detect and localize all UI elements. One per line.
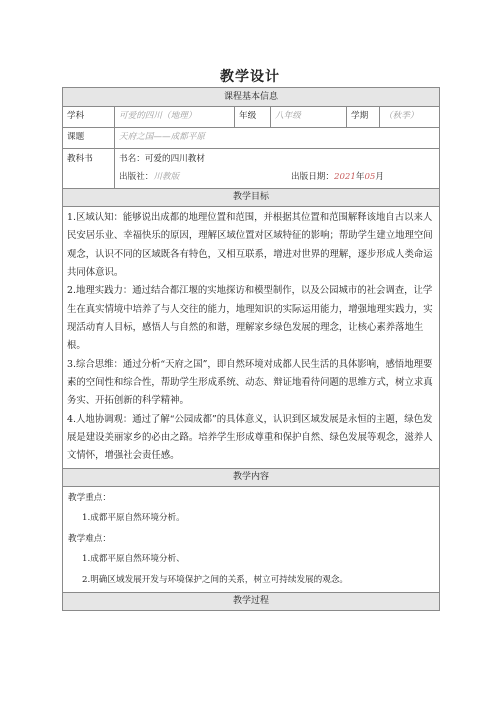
subject-label: 学科 bbox=[63, 107, 115, 128]
lesson-plan-table bbox=[62, 87, 440, 611]
content-header-row bbox=[63, 468, 440, 486]
goal-item: 2.地理实践力：通过结合都江堰的实地探访和模型制作，以及公园城市的社会调查，让学生在真实情境中培养了与人交往的能力，地理知识的实际运用能力，增强地理实践力，实现活动育人目标，感悟人与自然的和谐，理解家乡绿色发展的理念，让核心素养落地生根。 bbox=[67, 285, 433, 352]
goals-header-row bbox=[63, 189, 440, 207]
key-points-label: 教学重点： bbox=[68, 492, 111, 503]
term-value: （秋季） bbox=[380, 107, 440, 128]
difficult-points-label: 教学难点： bbox=[68, 533, 111, 544]
textbook-row bbox=[63, 149, 440, 189]
basic-info-header-row bbox=[63, 88, 440, 107]
page-title: 教学设计 bbox=[220, 69, 280, 85]
key-point-item: 1.成都平原自然环境分析。 bbox=[82, 513, 185, 524]
textbook-label: 教科书 bbox=[63, 149, 115, 189]
publisher: 出版社：川教版 bbox=[119, 171, 180, 182]
process-header: 教学过程 bbox=[63, 592, 440, 610]
subject-value: 可爱的四川（地理） bbox=[115, 107, 235, 128]
term-label: 学期 bbox=[347, 107, 380, 128]
publisher-value: 川教版 bbox=[153, 171, 180, 182]
grade-value: 八年级 bbox=[271, 107, 347, 128]
grade-label: 年级 bbox=[235, 107, 271, 128]
publish-month: 05 bbox=[364, 171, 376, 182]
goals-row bbox=[63, 207, 440, 469]
subject-row bbox=[63, 107, 440, 128]
process-header-row bbox=[63, 592, 440, 610]
publish-date: 出版日期：2021年05月 bbox=[291, 171, 385, 182]
topic-row bbox=[63, 128, 440, 149]
basic-info-header: 课程基本信息 bbox=[63, 88, 440, 107]
content-header: 教学内容 bbox=[63, 468, 440, 486]
difficult-point-item: 1.成都平原自然环境分析、 bbox=[82, 554, 185, 565]
goals-body bbox=[63, 207, 440, 469]
goal-item: 4.人地协调观：通过了解“公园成都”的具体意义，认识到区域发展是永恒的主题，绿色发展是建设美丽家乡的必由之路。培养学生形成尊重和保护自然、绿色发展等观念，滋养人文情怀，增强社会责任感。 bbox=[67, 413, 433, 462]
goal-item: 1.区域认知：能够说出成都的地理位置和范围，并根据其位置和范围解释该地自古以来人民安居乐业、幸福快乐的原因，理解区域位置对区域特征的影响；帮助学生建立地理空间观念，认识不同的区域既各有特色，又相互联系，增进对世界的理解，逐步形成人类命运共同体意识。 bbox=[67, 212, 433, 278]
topic-label: 课题 bbox=[63, 128, 115, 149]
topic-value: 天府之国——成都平原 bbox=[115, 128, 440, 149]
book-name: 书名：可爱的四川教材 bbox=[119, 153, 205, 164]
publish-year: 2021 bbox=[333, 171, 356, 182]
goal-item: 3.综合思维：通过分析“天府之国”，即自然环境对成都人民生活的具体影响，感悟地理要素的空间性和综合性，帮助学生形成系统、动态、辩证地看待问题的思维方式，树立求真务实、开拓创新的科学精神。 bbox=[67, 358, 433, 407]
content-row bbox=[63, 486, 440, 592]
difficult-point-item: 2.明确区域发展开发与环境保护之间的关系，树立可持续发展的观念。 bbox=[82, 575, 349, 586]
goals-header: 教学目标 bbox=[63, 189, 440, 207]
